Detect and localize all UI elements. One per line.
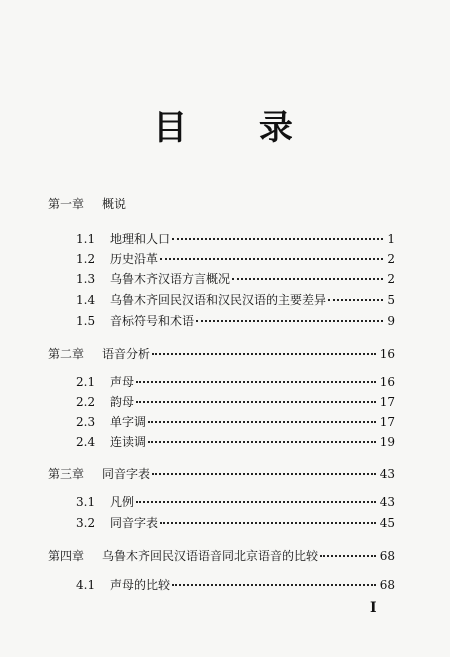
toc-leader-dots (232, 278, 383, 280)
toc-number: 第四章 (48, 549, 85, 563)
toc-label: 同音字表 (110, 516, 159, 530)
toc-leader-dots (172, 238, 383, 240)
toc-number: 第二章 (48, 347, 85, 361)
toc-section (76, 493, 395, 510)
toc-page-number: 5 (387, 293, 395, 307)
toc-page-number: 16 (379, 347, 395, 361)
toc-leader-dots (328, 299, 383, 301)
toc-number: 第三章 (48, 467, 85, 481)
toc-page-number: 43 (379, 495, 395, 509)
toc-page-number: 16 (379, 375, 395, 389)
toc-page-number: 17 (379, 395, 395, 409)
toc-number: 第一章 (48, 197, 85, 211)
toc-label: 同音字表 (102, 467, 151, 481)
toc-number: 2.3 (76, 415, 96, 429)
toc-number: 4.1 (76, 578, 96, 592)
toc-page-number: 1 (387, 232, 395, 246)
toc-leader-dots (152, 353, 376, 355)
toc-page-number: 17 (379, 415, 395, 429)
toc-page-number: 19 (379, 435, 395, 449)
toc-chapter (48, 547, 395, 564)
toc-page-number: 68 (379, 549, 395, 563)
page-folio: I (370, 600, 377, 616)
toc-section (76, 514, 395, 531)
toc-page-number: 45 (379, 516, 395, 530)
toc-label: 概说 (102, 197, 127, 211)
toc-chapter (48, 195, 395, 212)
toc-page-number: 68 (379, 578, 395, 592)
toc-number: 1.5 (76, 314, 96, 328)
toc-label: 历史沿革 (110, 252, 159, 266)
toc-leader-dots (196, 320, 383, 322)
toc-label: 地理和人口 (110, 232, 171, 246)
toc-section (76, 433, 395, 450)
toc-label: 乌鲁木齐汉语方言概况 (110, 272, 231, 286)
toc-page-number: 43 (379, 467, 395, 481)
toc-leader-dots (148, 441, 376, 443)
toc-number: 2.2 (76, 395, 96, 409)
toc-chapter (48, 465, 395, 482)
toc-label: 乌鲁木齐回民汉语语音同北京语音的比较 (102, 549, 319, 563)
toc-number: 2.4 (76, 435, 96, 449)
toc-label: 语音分析 (102, 347, 151, 361)
toc-number: 1.2 (76, 252, 96, 266)
toc-leader-dots (136, 401, 376, 403)
toc-section (76, 373, 395, 390)
toc-section (76, 270, 395, 287)
toc-number: 3.2 (76, 516, 96, 530)
toc-section (76, 291, 395, 308)
toc-section (76, 576, 395, 593)
toc-leader-dots (136, 501, 376, 503)
toc-leader-dots (136, 381, 376, 383)
toc-section (76, 393, 395, 410)
toc-leader-dots (148, 421, 376, 423)
toc-leader-dots (160, 258, 383, 260)
toc-page-number: 2 (387, 252, 395, 266)
toc-leader-dots (320, 555, 376, 557)
toc-number: 1.4 (76, 293, 96, 307)
title-char-1: 目 (153, 108, 192, 148)
toc-label: 凡例 (110, 495, 135, 509)
toc-leader-dots (160, 522, 376, 524)
toc-label: 单字调 (110, 415, 147, 429)
toc-label: 声母 (110, 375, 135, 389)
toc-leader-dots (172, 584, 376, 586)
toc-section (76, 312, 395, 329)
toc-label: 乌鲁木齐回民汉语和汉民汉语的主要差异 (110, 293, 327, 307)
toc-number: 2.1 (76, 375, 96, 389)
toc-section (76, 250, 395, 267)
toc-section (76, 230, 395, 247)
title-char-2: 录 (258, 108, 297, 148)
toc-label: 连读调 (110, 435, 147, 449)
toc-label: 声母的比较 (110, 578, 171, 592)
toc-section (76, 413, 395, 430)
toc-number: 1.1 (76, 232, 96, 246)
toc-number: 3.1 (76, 495, 96, 509)
toc-label: 音标符号和术语 (110, 314, 195, 328)
toc-page-number: 9 (387, 314, 395, 328)
toc-page-number: 2 (387, 272, 395, 286)
toc-label: 韵母 (110, 395, 135, 409)
toc-chapter (48, 345, 395, 362)
toc-number: 1.3 (76, 272, 96, 286)
toc-leader-dots (152, 473, 376, 475)
